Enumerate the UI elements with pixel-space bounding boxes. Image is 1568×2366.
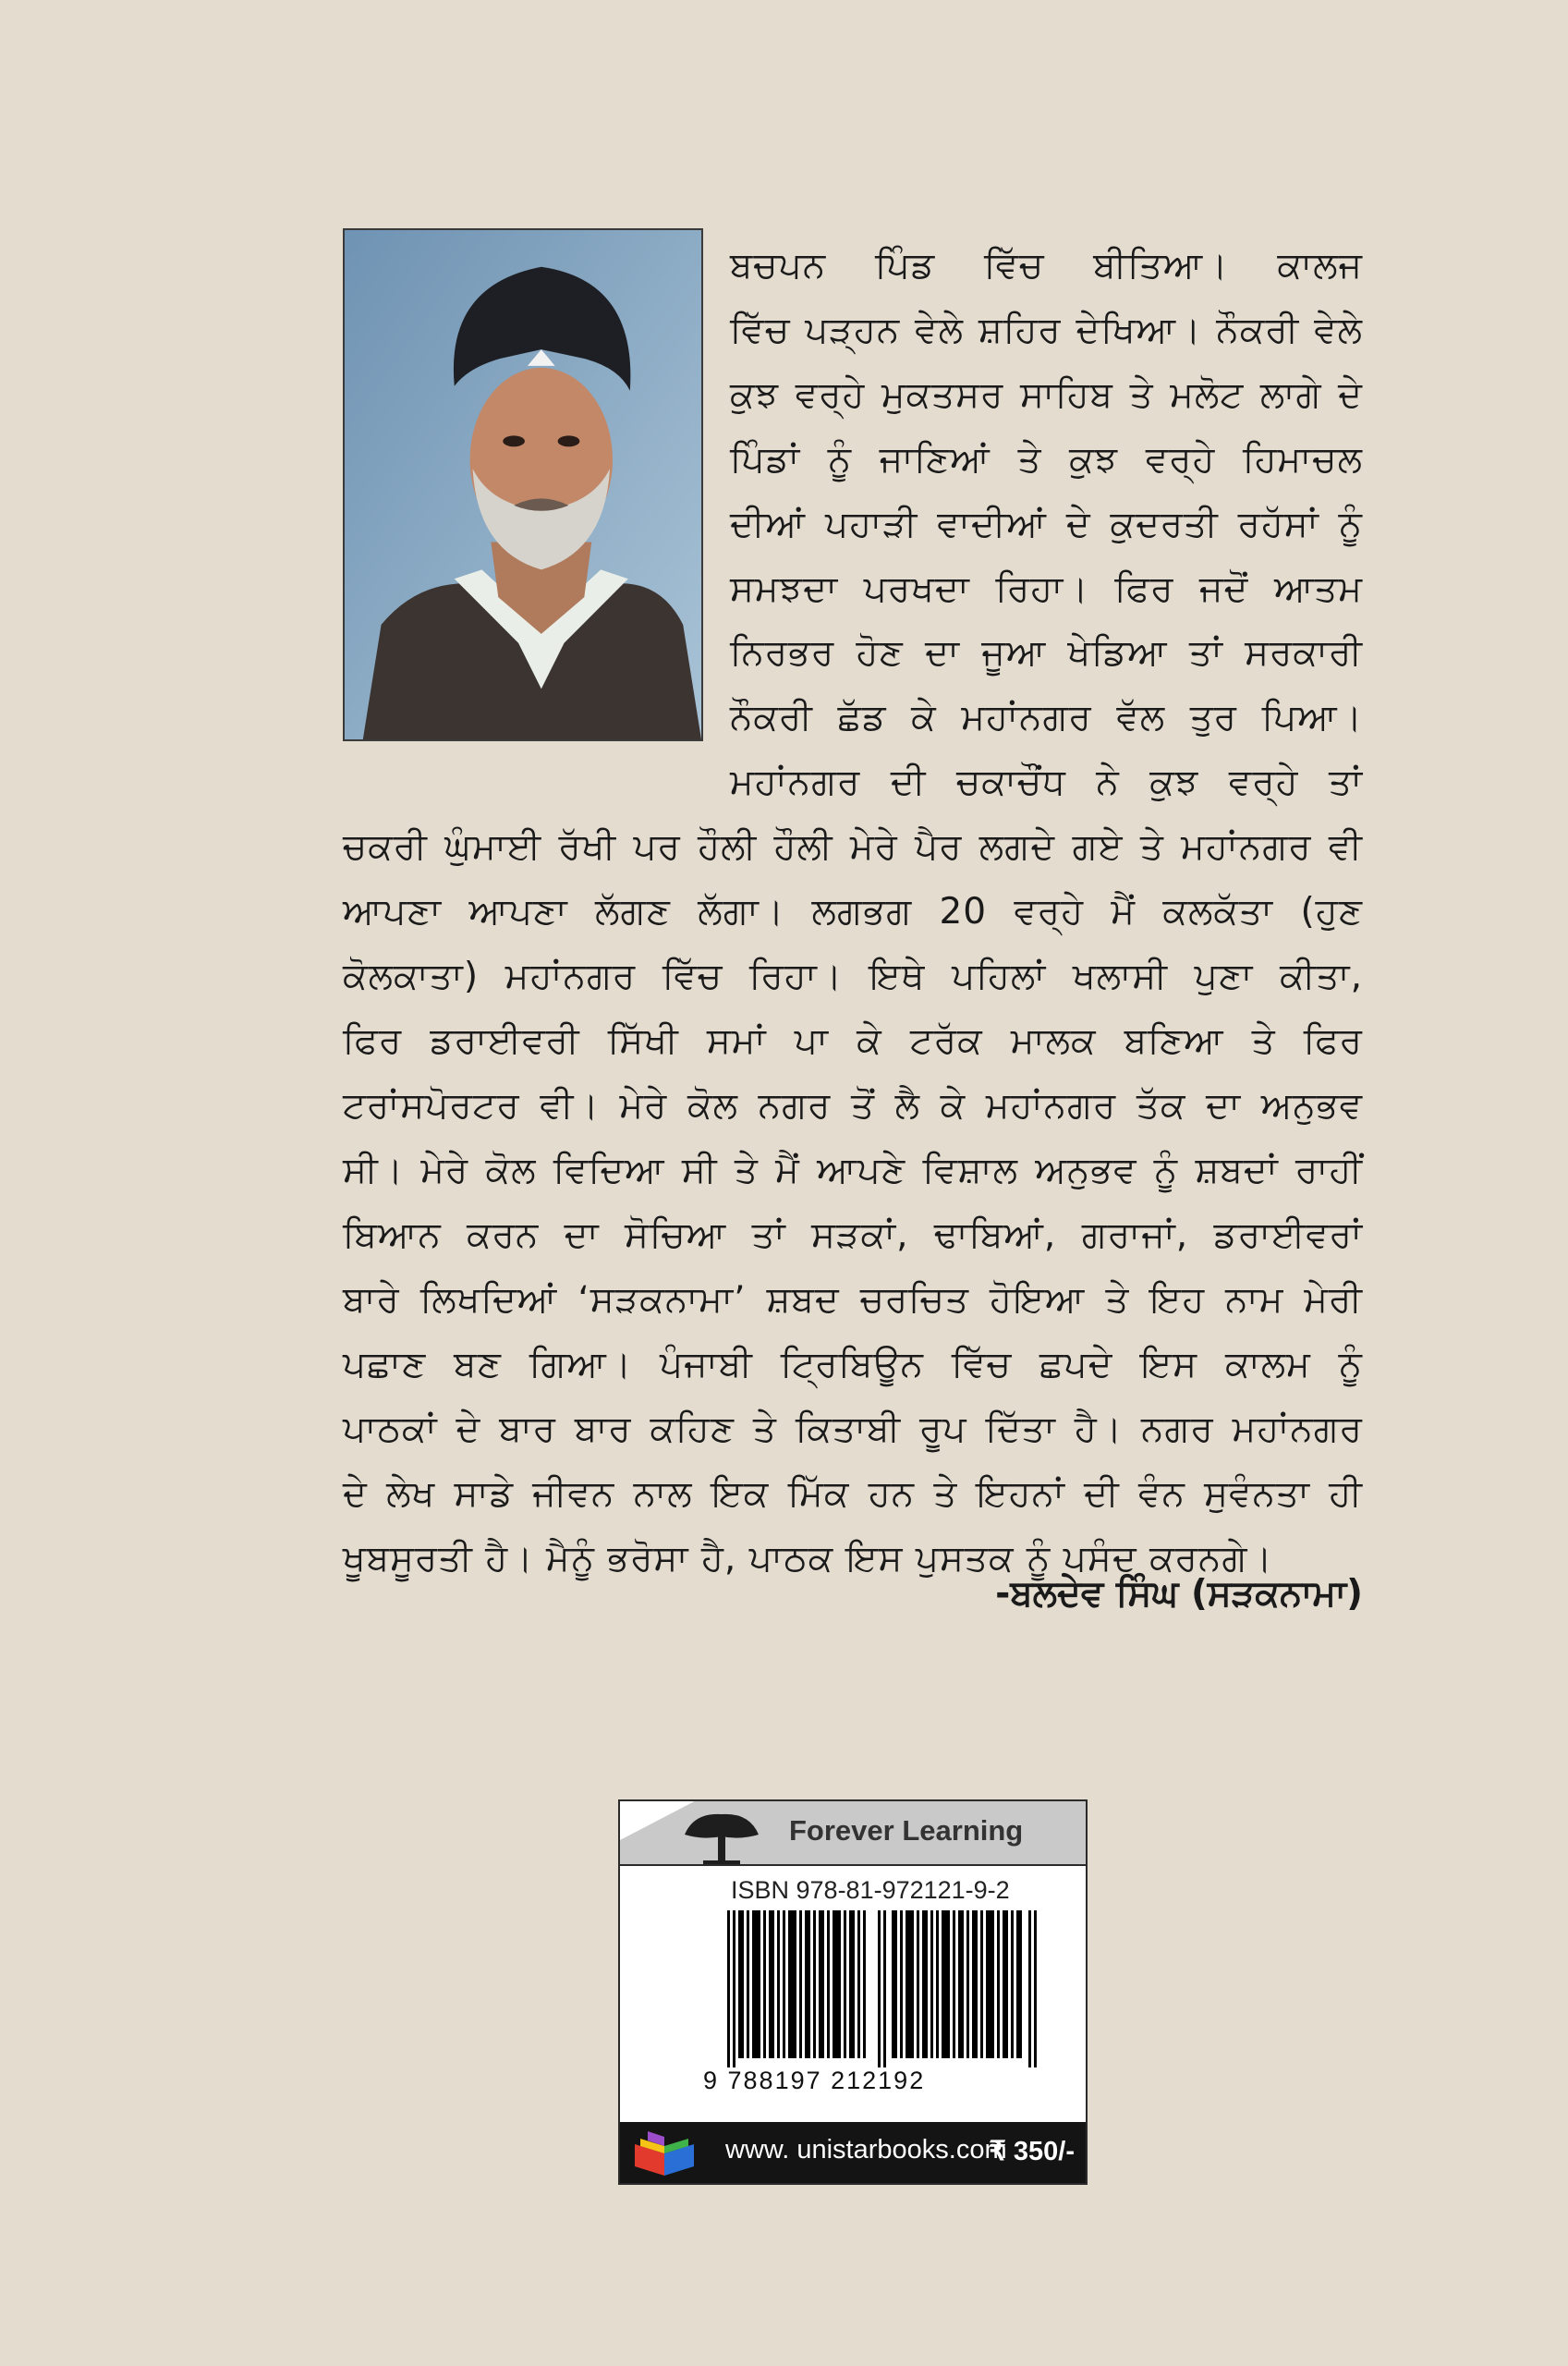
bio-line-17: ਬਾਰੇ ਲਿਖਦਿਆਂ ‘ਸੜਕਨਾਮਾ’ ਸ਼ਬਦ ਚਰਚਿਤ ਹੋਇਆ ਤੇ ਇਹ ਨਾਮ ਮੇਰੀ <box>343 1279 1363 1321</box>
bio-line-1: ਬਚਪਨ ਪਿੰਡ ਵਿੱਚ ਬੀਤਿਆ। ਕਾਲਜ <box>730 245 1363 287</box>
bio-line-18: ਪਛਾਣ ਬਣ ਗਿਆ। ਪੰਜਾਬੀ ਟ੍ਰਿਬਿਊਨ ਵਿੱਚ ਛਪਦੇ ਇਸ ਕਾਲਮ ਨੂੰ <box>343 1344 1363 1385</box>
bio-line-14: ਟਰਾਂਸਪੋਰਟਰ ਵੀ। ਮੇਰੇ ਕੋਲ ਨਗਰ ਤੋਂ ਲੈ ਕੇ ਮਹਾਂਨਗਰ ਤੱਕ ਦਾ ਅਨੁਭਵ <box>343 1085 1363 1127</box>
bio-line-5: ਦੀਆਂ ਪਹਾੜੀ ਵਾਦੀਆਂ ਦੇ ਕੁਦਰਤੀ ਰਹੱਸਾਂ ਨੂੰ <box>730 504 1363 545</box>
website-url[interactable]: www. unistarbooks.com <box>725 2135 1007 2165</box>
bio-line-16: ਬਿਆਨ ਕਰਨ ਦਾ ਸੋਚਿਆ ਤਾਂ ਸੜਕਾਂ, ਢਾਬਿਆਂ, ਗਰਾਜਾਂ, ਡਰਾਈਵਰਾਂ <box>343 1214 1363 1256</box>
barcode-box <box>618 1799 1088 2185</box>
bio-line-7: ਨਿਰਭਰ ਹੋਣ ਦਾ ਜੂਆ ਖੇਡਿਆ ਤਾਂ ਸਰਕਾਰੀ <box>730 632 1363 674</box>
bio-line-4: ਪਿੰਡਾਂ ਨੂੰ ਜਾਣਿਆਂ ਤੇ ਕੁਝ ਵਰ੍ਹੇ ਹਿਮਾਚਲ <box>730 439 1363 481</box>
bio-line-6: ਸਮਝਦਾ ਪਰਖਦਾ ਰਿਹਾ। ਫਿਰ ਜਦੋਂ ਆਤਮ <box>730 568 1363 610</box>
author-photo <box>343 228 703 741</box>
website-band <box>620 2122 1086 2183</box>
book-logo-icon <box>627 2126 701 2179</box>
isbn-label: ISBN 978-81-972121-9-2 <box>731 1876 1010 1904</box>
bio-line-11: ਆਪਣਾ ਆਪਣਾ ਲੱਗਣ ਲੱਗਾ। ਲਗਭਗ 20 ਵਰ੍ਹੇ ਮੈਂ ਕਲਕੱਤਾ (ਹੁਣ <box>343 891 1363 933</box>
bio-line-19: ਪਾਠਕਾਂ ਦੇ ਬਾਰ ਬਾਰ ਕਹਿਣ ਤੇ ਕਿਤਾਬੀ ਰੂਪ ਦਿੱਤਾ ਹੈ। ਨਗਰ ਮਹਾਂਨਗਰ <box>343 1409 1363 1450</box>
bio-line-13: ਫਿਰ ਡਰਾਈਵਰੀ ਸਿੱਖੀ ਸਮਾਂ ਪਾ ਕੇ ਟਰੱਕ ਮਾਲਕ ਬਣਿਆ ਤੇ ਫਿਰ <box>343 1020 1363 1062</box>
bio-line-10: ਚਕਰੀ ਘੁੰਮਾਈ ਰੱਖੀ ਪਰ ਹੌਲੀ ਹੌਲੀ ਮੇਰੇ ਪੈਰ ਲਗਦੇ ਗਏ ਤੇ ਮਹਾਂਨਗਰ ਵੀ <box>343 826 1363 868</box>
bio-line-2: ਵਿੱਚ ਪੜ੍ਹਨ ਵੇਲੇ ਸ਼ਹਿਰ ਦੇਖਿਆ। ਨੌਕਰੀ ਵੇਲੇ <box>730 310 1363 351</box>
bio-line-21: ਖੂਬਸੂਰਤੀ ਹੈ। ਮੈਨੂੰ ਭਰੋਸਾ ਹੈ, ਪਾਠਕ ਇਸ ਪੁਸਤਕ ਨੂੰ ਪਸੰਦ ਕਰਨਗੇ। <box>343 1538 1273 1579</box>
bio-line-8: ਨੌਕਰੀ ਛੱਡ ਕੇ ਮਹਾਂਨਗਰ ਵੱਲ ਤੁਰ ਪਿਆ। <box>730 697 1363 738</box>
bio-line-15: ਸੀ। ਮੇਰੇ ਕੋਲ ਵਿਦਿਆ ਸੀ ਤੇ ਮੈਂ ਆਪਣੇ ਵਿਸ਼ਾਲ ਅਨੁਭਵ ਨੂੰ ਸ਼ਬਦਾਂ ਰਾਹੀਂ <box>343 1150 1363 1191</box>
bio-line-9: ਮਹਾਂਨਗਰ ਦੀ ਚਕਾਚੌਂਧ ਨੇ ਕੁਝ ਵਰ੍ਹੇ ਤਾਂ <box>730 762 1363 803</box>
bio-line-20: ਦੇ ਲੇਖ ਸਾਡੇ ਜੀਵਨ ਨਾਲ ਇਕ ਮਿੱਕ ਹਨ ਤੇ ਇਹਨਾਂ ਦੀ ਵੰਨ ਸੁਵੰਨਤਾ ਹੀ <box>343 1473 1363 1515</box>
barcode <box>727 1910 1039 2067</box>
publisher-slogan: Forever Learning <box>789 1814 1024 1847</box>
author-signature: -ਬਲਦੇਵ ਸਿੰਘ (ਸੜਕਨਾਮਾ) <box>995 1573 1363 1615</box>
bio-line-3: ਕੁਝ ਵਰ੍ਹੇ ਮੁਕਤਸਰ ਸਾਹਿਬ ਤੇ ਮਲੋਟ ਲਾਗੇ ਦੇ <box>730 374 1363 416</box>
barcode-number: 9 788197 212192 <box>703 2067 926 2094</box>
tree-icon <box>675 1807 768 1866</box>
bio-line-12: ਕੋਲਕਾਤਾ) ਮਹਾਂਨਗਰ ਵਿੱਚ ਰਿਹਾ। ਇਥੇ ਪਹਿਲਾਂ ਖਲਾਸੀ ਪੁਣਾ ਕੀਤਾ, <box>343 956 1363 997</box>
price: ₹ 350/- <box>989 2137 1075 2166</box>
